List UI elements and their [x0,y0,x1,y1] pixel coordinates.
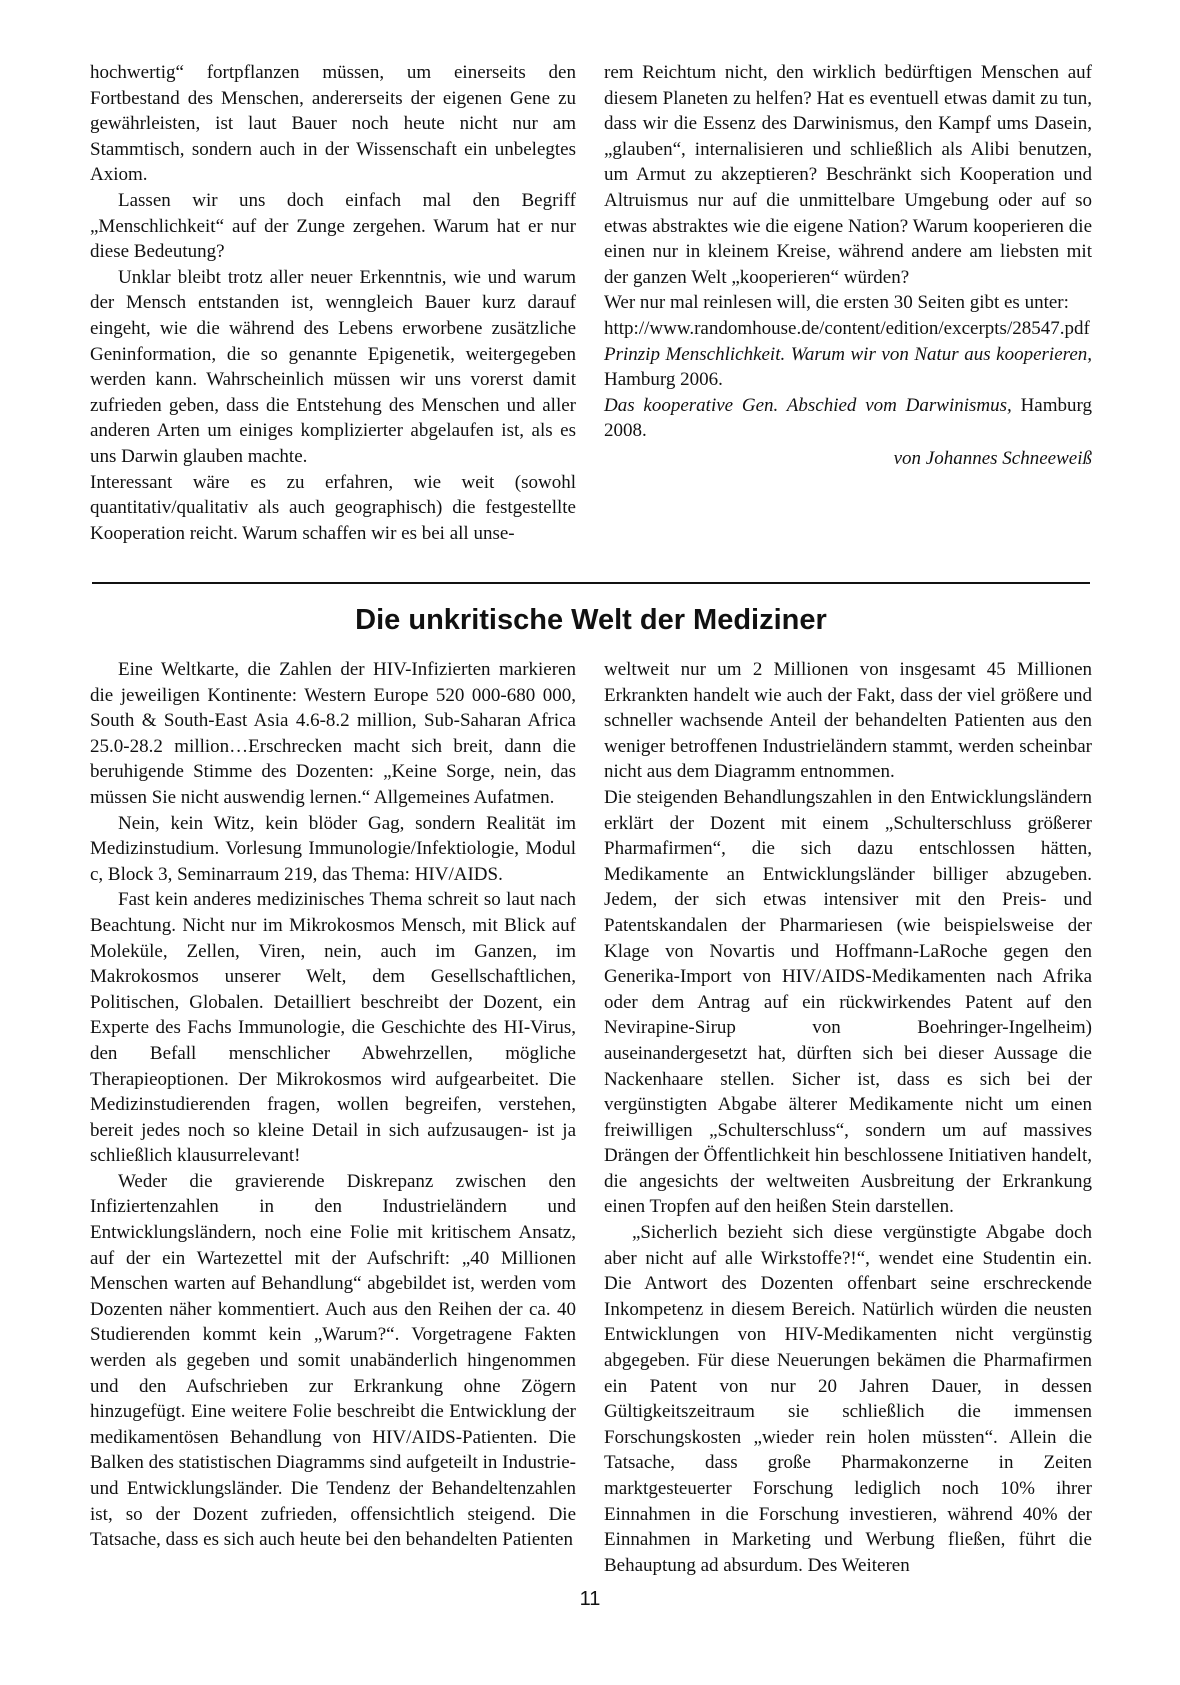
author-byline: von Johannes Schneeweiß [893,447,1092,469]
book-title: Prinzip Menschlichkeit. Warum wir von Natur aus kooperieren, [604,343,1092,365]
paragraph: Die steigenden Behandlungszahlen in den Entwicklungsländern erklärt der Dozent mit einem „Schulterschluss größerer Pharmafirmen“, die sich dazu entschlossen hätten, Medikamente an Entwicklungsländer billiger abzugeben. Jedem, der sich etwas intensiver mit den Preis- und Patentskandalen der Pharmariesen (wie beispielsweise der Klage von Novartis und Hoffmann-LaRoche gegen den Generika-Import von HIV/AIDS-Medikamenten nach Afrika oder dem Antrag auf ein rückwirkendes Patent auf den Nevirapine-Sirup von Boehringer-Ingelheim) auseinandergesetzt hat, dürften sich bei dieser Aussage die Nackenhaare stellen. Sicher ist, dass es sich bei der vergünstigten Abgabe älterer Medikamente nicht um einen freiwilligen „Schulterschluss“, sondern um auf massives Drängen der Öffentlichkeit hin beschlossene Initiativen handelt, die angesichts der weltweiten Ausbreitung der Erkrankung einen Tropfen auf den heißen Stein darstellen. [604,786,1092,1218]
continued-article-right-column [604,60,1092,472]
paragraph: Interessant wäre es zu erfahren, wie weit (sowohl quantitativ/qualitativ als auch geographisch) die festgestellte Kooperation reicht. Warum schaffen wir es bei all unse- [90,471,576,544]
book-publication: Hamburg 2008. [604,394,1093,442]
continued-article-left-column [90,60,576,546]
excerpt-url: http://www.randomhouse.de/content/edition/excerpts/28547.pdf [604,317,1090,339]
paragraph: Unklar bleibt trotz aller neuer Erkenntnis, wie und warum der Mensch entstanden ist, wenngleich Bauer kurz darauf eingeht, wie die während des Lebens erworbene zusätzliche Geninformation, die so genannte Epigenetik, weitergegeben werden kann. Wahrscheinlich müssen wir uns vorerst damit zufrieden geben, dass die Entstehung des Menschen und aller anderen Arten um einiges komplizierter abgelaufen ist, als es uns Darwin glauben machte. [90,266,576,467]
paragraph: Fast kein anderes medizinisches Thema schreit so laut nach Beachtung. Nicht nur im Mikrokosmos Mensch, mit Blick auf Moleküle, Zellen, Viren, nein, auch im Ganzen, im Makrokosmos unserer Welt, dem Gesellschaftlichen, Politischen, Globalen. Detailliert beschreibt der Dozent, ein Experte des Fachs Immunologie, die Geschichte des HI-Virus, den Befall menschlicher Abwehrzellen, mögliche Therapieoptionen. Der Mikrokosmos wird aufgearbeitet. Die Medizinstudierenden fragen, wollen begreifen, verstehen, bereit jedes noch so kleine Detail in sich aufzusaugen- ist ja schließlich klausurrelevant! [90,889,576,1167]
literature-item [604,342,1092,393]
paragraph: rem Reichtum nicht, den wirklich bedürftigen Menschen auf diesem Planeten zu helfen? Hat es eventuell etwas damit zu tun, dass wir die Essenz des Darwinismus, den Kampf ums Dasein, „glauben“, internalisieren und schließlich als Alibi benutzen, um Armut zu akzeptieren? Beschränkt sich Kooperation und Altruismus nur auf die unmittelbare Umgebung oder auf so etwas abstraktes wie die eigene Nation? Warum kooperieren die einen nur in kleinem Kreise, während andere am liebsten mit der ganzen Welt „kooperieren“ würden? [604,62,1092,288]
paragraph: hochwertig“ fortpflanzen müssen, um einerseits den Fortbestand des Menschen, andererseits der eigenen Gene zu gewährleisten, ist laut Bauer noch heute nicht nur am Stammtisch, sondern auch in der Wissenschaft ein unbelegtes Axiom. [90,62,576,186]
paragraph: Weder die gravierende Diskrepanz zwischen den Infiziertenzahlen in den Industrieländern und Entwicklungsländern, noch eine Folie mit kritischem Ansatz, auf der ein Wartezettel mit der Aufschrift: „40 Millionen Menschen warten auf Behandlung“ abgebildet ist, werden vom Dozenten näher kommentiert. Auch aus den Reihen der ca. 40 Studierenden kommt kein „Warum?“. Vorgetragene Fakten werden als gegeben und somit unabänderlich hingenommen und den Aufschrieben zur Erkrankung ohne Zögern hinzugefügt. Eine weitere Folie beschreibt die Entwicklung der medikamentösen Behandlung von HIV/AIDS-Patienten. Die Balken des statistischen Diagramms sind aufgeteilt in Industrie- und Entwicklungsländer. Die Tendenz der Behandeltenzahlen ist, so der Dozent zufrieden, offensichtlich steigend. Die Tatsache, dass es sich auch heute bei den behandelten Patienten [90,1170,576,1551]
article-left-column [90,657,576,1553]
paragraph: Nein, kein Witz, kein blöder Gag, sondern Realität im Medizinstudium. Vorlesung Immunologie/Infektiologie, Modul c, Block 3, Seminarraum 219, das Thema: HIV/AIDS. [90,812,576,885]
page-number: 11 [579,1588,601,1610]
paragraph: Wer nur mal reinlesen will, die ersten 30 Seiten gibt es unter: [604,292,1069,314]
paragraph: weltweit nur um 2 Millionen von insgesamt 45 Millionen Erkrankten handelt wie auch der Fakt, dass der viel größere und schneller wachsende Anteil der behandelten Patienten aus den weniger betroffenen Industrieländern stammt, werden scheinbar nicht aus dem Diagramm entnommen. [604,659,1092,783]
book-publication: Hamburg 2006. [604,369,723,391]
section-divider [92,582,1090,584]
literature-item [604,393,1092,444]
article-headline: Die unkritische Welt der Mediziner [355,604,827,636]
paragraph: Eine Weltkarte, die Zahlen der HIV-Infizierten markieren die jeweiligen Kontinente: Western Europe 520 000-680 000, South & South-East Asia 4.6-8.2 million, Sub-Saharan Africa 25.0-28.2 million…Erschrecken macht sich breit, dann die beruhigende Stimme des Dozenten: „Keine Sorge, nein, das müssen Sie nicht auswendig lernen.“ Allgemeines Aufatmen. [90,659,576,808]
article-right-column [604,657,1092,1578]
book-title: Das kooperative Gen. Abschied vom Darwinismus, [604,394,1012,416]
paragraph: „Sicherlich bezieht sich diese vergünstigte Abgabe doch aber nicht auf alle Wirkstoffe?!“, wendet eine Studentin ein. Die Antwort des Dozenten offenbart seine erschreckende Inkompetenz in diesem Bereich. Natürlich würden die neusten Entwicklungen von HIV-Medikamenten nicht vergünstig abgegeben. Für diese Neuerungen bekämen die Pharmafirmen ein Patent von nur 20 Jahren Dauer, in dessen Gültigkeitszeitraum sie schließlich die immensen Forschungskosten „wieder rein holen müssten“. Allein die Tatsache, dass große Pharmakonzerne in Zeiten marktgesteuerter Forschung lediglich noch 10% ihrer Einnahmen in die Forschung investieren, während 40% der Einnahmen in Marketing und Werbung fließen, führt die Behauptung ad absurdum. Des Weiteren [604,1222,1092,1576]
paragraph: Lassen wir uns doch einfach mal den Begriff „Menschlichkeit“ auf der Zunge zergehen. Warum hat er nur diese Bedeutung? [90,189,576,263]
